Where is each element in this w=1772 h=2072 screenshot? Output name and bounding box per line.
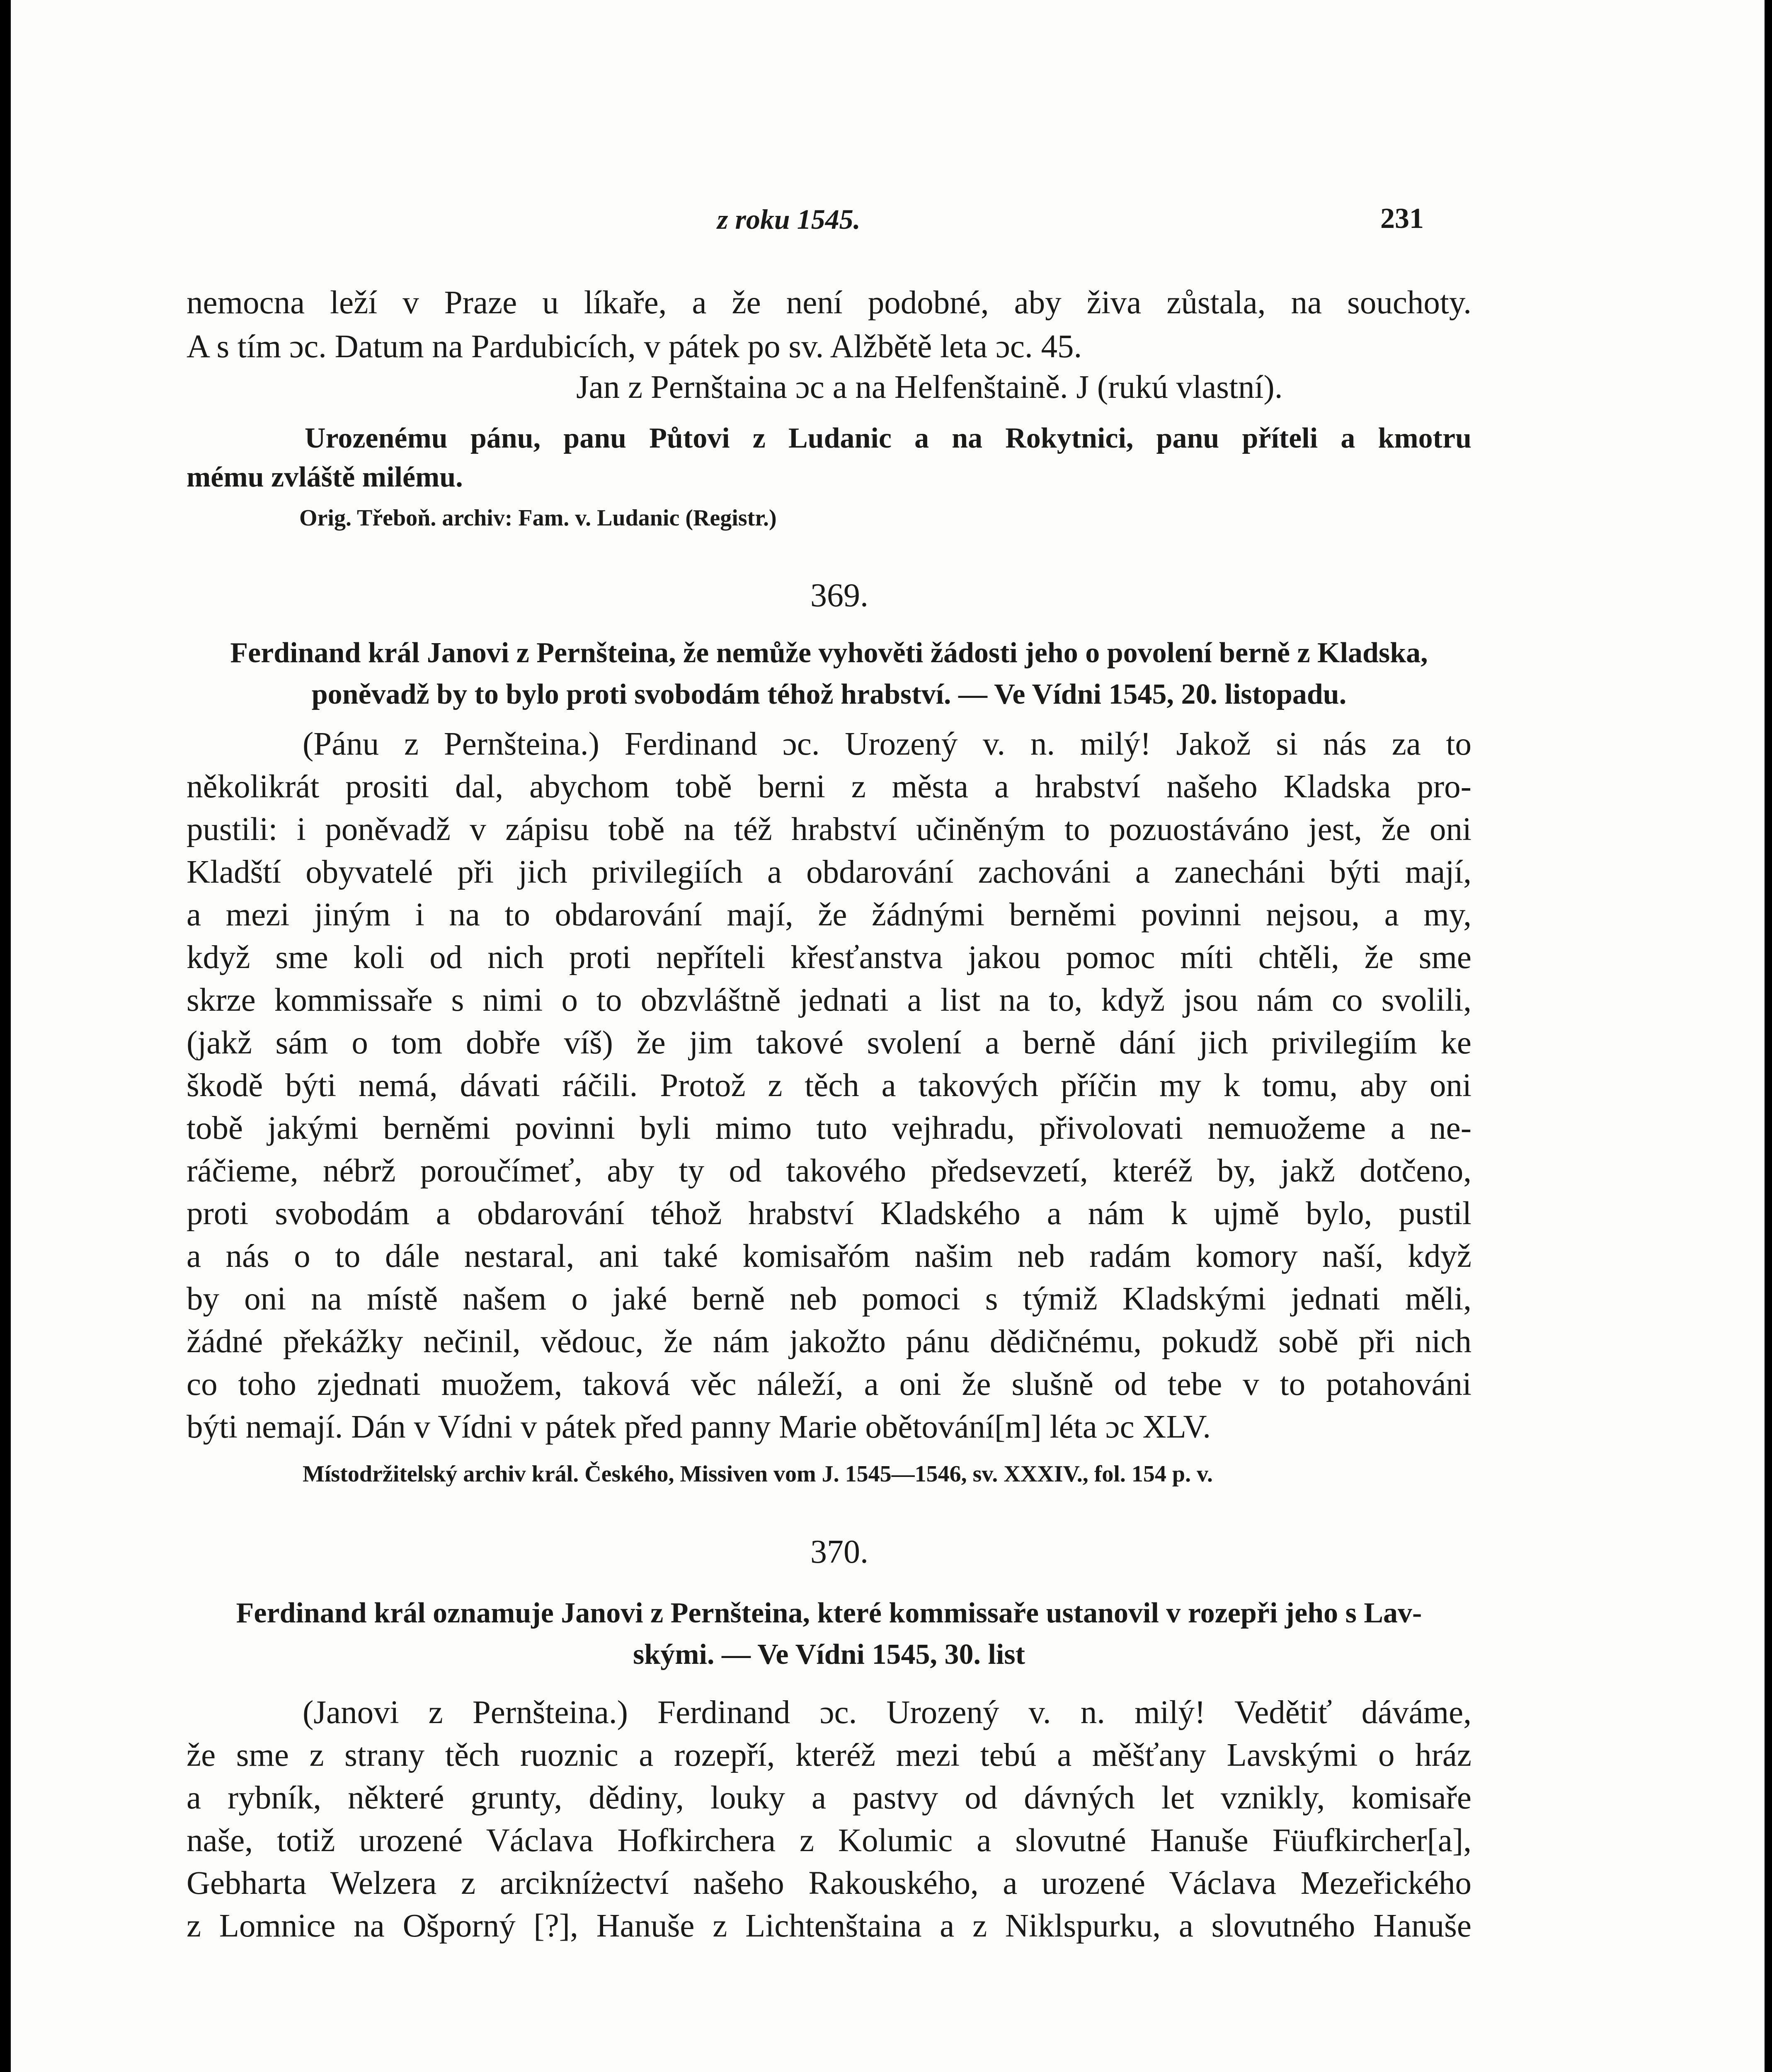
- body-line: pustili: i poněvadž v zápisu tobě na též hrabství učiněným to pozuostáváno jest, že oni: [187, 811, 1471, 847]
- scan-border-right: [1765, 0, 1772, 2072]
- address-line: Urozenému pánu, panu Půtovi z Ludanic a na Rokytnici, panu příteli a kmotru: [305, 422, 1471, 454]
- body-line: skrze kommissaře s nimi o to obzvláštně jednati a list na to, když jsou nám co svolili,: [187, 982, 1471, 1018]
- body-line: (Pánu z Pernšteina.) Ferdinand ɔc. Urozený v. n. milý! Jakož si nás za to: [303, 726, 1471, 762]
- body-line: proti svobodám a obdarování téhož hrabství Kladského a nám k ujmě bylo, pustil: [187, 1196, 1471, 1232]
- source-note: Místodržitelský archiv král. Českého, Missiven vom J. 1545—1546, sv. XXXIV., fol. 154 p. v.: [303, 1461, 1213, 1487]
- body-line: škodě býti nemá, dávati ráčili. Protož z těch a takových příčin my k tomu, aby oni: [187, 1067, 1471, 1104]
- document-summary-line: Ferdinand král Janovi z Pernšteina, že nemůže vyhověti žádosti jeho o povolení berně z Kladska,: [230, 637, 1428, 669]
- letter-end-line: nemocna leží v Praze u líkaře, a že není podobné, aby živa zůstala, na souchoty.: [187, 285, 1471, 321]
- body-line: a mezi jiným i na to obdarování mají, že žádnými berněmi povinni nejsou, a my,: [187, 897, 1471, 933]
- body-line: Gebharta Welzera z arcikníżectví našeho Rakouského, a urozené Václava Mezeřického: [187, 1865, 1471, 1901]
- document-summary-line: poněvadž by to bylo proti svobodám téhož hrabství. — Ve Vídni 1545, 20. listopadu.: [311, 678, 1347, 710]
- body-line: tobě jakými berněmi povinni byli mimo tuto vejhradu, přivolovati nemuožeme a ne-: [187, 1110, 1471, 1146]
- body-line: žádné překážky nečinil, vědouc, že nám jakožto pánu dědičnému, pokudž sobě při nich: [187, 1324, 1471, 1360]
- source-note: Orig. Třeboň. archiv: Fam. v. Ludanic (Registr.): [299, 505, 777, 531]
- body-line: by oni na místě našem o jaké berně neb pomoci s týmiž Kladskými jednati měli,: [187, 1281, 1471, 1317]
- letter-end-line: A s tím ɔc. Datum na Pardubicích, v pátek po sv. Alžbětě leta ɔc. 45.: [187, 329, 1082, 365]
- page-number: 231: [1380, 203, 1424, 235]
- body-line: ráčieme, nébrž poroučímeť, aby ty od takového předsevzetí, kteréž by, jakž dotčeno,: [187, 1153, 1471, 1189]
- body-line: naše, totiž urozené Václava Hofkirchera z Kolumic a slovutné Hanuše Füufkircher[a],: [187, 1823, 1471, 1859]
- body-line: Kladští obyvatelé při jich privilegiích a obdarování zachováni a zanecháni býti mají,: [187, 854, 1471, 890]
- body-line: a rybník, některé grunty, dědiny, louky a pastvy od dávných let vznikly, komisaře: [187, 1780, 1471, 1816]
- body-line: když sme koli od nich proti nepříteli křesťanstva jakou pomoc míti chtěli, že sme: [187, 939, 1471, 975]
- address-line: mému zvláště milému.: [187, 461, 463, 493]
- body-line: několikrát prositi dal, abychom tobě berni z města a hrabství našeho Kladska pro-: [187, 769, 1471, 805]
- body-line: a nás o to dále nestaral, ani také komisařóm našim neb radám komory naší, když: [187, 1238, 1471, 1274]
- signature: Jan z Pernštaina ɔc a na Helfenštaině. J (rukú vlastní).: [576, 369, 1283, 405]
- document-number: 369.: [810, 577, 868, 614]
- scan-border-left: [0, 0, 11, 2072]
- running-title: z roku 1545.: [717, 203, 861, 235]
- body-line: býti nemají. Dán v Vídni v pátek před panny Marie obětování[m] léta ɔc XLV.: [187, 1409, 1211, 1445]
- document-summary-line: skými. — Ve Vídni 1545, 30. list: [633, 1639, 1025, 1670]
- document-number: 370.: [810, 1534, 868, 1570]
- body-line: že sme z strany těch ruoznic a rozepří, kteréž mezi tebú a měšťany Lavskými o hráz: [187, 1737, 1471, 1773]
- body-line: co toho zjednati muožem, taková věc náleží, a oni že slušně od tebe v to potahováni: [187, 1366, 1471, 1402]
- body-line: z Lomnice na Ošporný [?], Hanuše z Lichtenštaina a z Niklspurku, a slovutného Hanuše: [187, 1908, 1471, 1944]
- body-line: (Janovi z Pernšteina.) Ferdinand ɔc. Urozený v. n. milý! Vedětiť dáváme,: [303, 1694, 1471, 1731]
- document-summary-line: Ferdinand král oznamuje Janovi z Pernšteina, které kommissaře ustanovil v rozepři jeho s Lav-: [236, 1597, 1422, 1629]
- body-line: (jakž sám o tom dobře víš) že jim takové svolení a berně dání jich privilegiím ke: [187, 1025, 1471, 1061]
